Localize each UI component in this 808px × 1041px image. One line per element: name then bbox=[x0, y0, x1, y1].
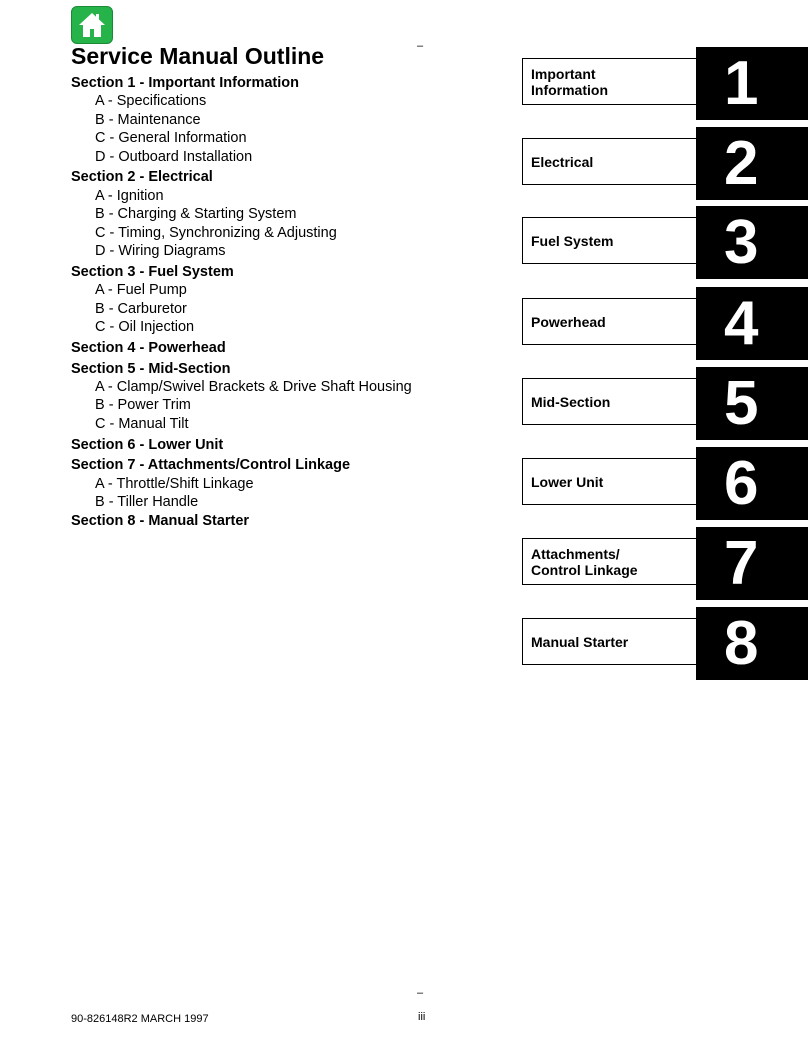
section-heading[interactable]: Section 7 - Attachments/Control Linkage bbox=[71, 457, 351, 474]
tab-label-box bbox=[522, 538, 696, 585]
tab-number: 8 bbox=[696, 607, 808, 680]
outline-section-2 bbox=[71, 168, 431, 260]
subsection-item[interactable]: A - Specifications bbox=[95, 93, 207, 110]
outline-section-7 bbox=[71, 456, 431, 511]
subsection-item[interactable]: B - Power Trim bbox=[95, 397, 191, 414]
section-heading[interactable]: Section 1 - Important Information bbox=[71, 75, 299, 91]
section-heading[interactable]: Section 4 - Powerhead bbox=[71, 339, 226, 356]
tab-number: 7 bbox=[696, 527, 808, 600]
section-heading[interactable]: Section 5 - Mid-Section bbox=[71, 360, 231, 377]
tab-label-box bbox=[522, 458, 696, 505]
tab-label-box bbox=[522, 618, 696, 665]
subsection-item[interactable]: D - Outboard Installation bbox=[95, 148, 253, 165]
footer-doc-number: 90-826148R2 MARCH 1997 bbox=[71, 1013, 209, 1025]
tab-label: Mid-Section bbox=[531, 393, 611, 410]
tab-attachments-control-linkage[interactable] bbox=[522, 527, 808, 600]
page-title: Service Manual Outline bbox=[71, 43, 325, 69]
subsection-item[interactable]: A - Ignition bbox=[95, 187, 164, 204]
tab-label-box bbox=[522, 298, 696, 345]
tab-powerhead[interactable] bbox=[522, 287, 808, 360]
section-heading[interactable]: Section 3 - Fuel System bbox=[71, 263, 234, 280]
section-heading[interactable]: Section 8 - Manual Starter bbox=[71, 512, 250, 529]
tab-number: 2 bbox=[696, 127, 808, 200]
tab-label: Manual Starter bbox=[531, 633, 629, 650]
tab-number: 6 bbox=[696, 447, 808, 520]
home-icon bbox=[77, 11, 107, 39]
tab-label-box bbox=[522, 58, 696, 105]
subsection-item[interactable]: D - Wiring Diagrams bbox=[95, 243, 226, 260]
outline-list bbox=[71, 74, 431, 532]
tab-number: 5 bbox=[696, 367, 808, 440]
tab-label: Important Information bbox=[531, 65, 608, 98]
tab-electrical[interactable] bbox=[522, 127, 808, 200]
tab-fuel-system[interactable] bbox=[522, 206, 808, 279]
outline-section-4 bbox=[71, 339, 431, 357]
tab-number: 3 bbox=[696, 206, 808, 279]
section-heading[interactable]: Section 2 - Electrical bbox=[71, 169, 213, 186]
tab-mid-section[interactable] bbox=[522, 367, 808, 440]
tab-important-information[interactable] bbox=[522, 47, 808, 120]
tab-manual-starter[interactable] bbox=[522, 607, 808, 680]
subsection-item[interactable]: B - Charging & Starting System bbox=[95, 206, 297, 223]
top-mark: – bbox=[417, 40, 424, 52]
home-button[interactable] bbox=[71, 6, 113, 44]
tab-label-box bbox=[522, 217, 696, 264]
tab-lower-unit[interactable] bbox=[522, 447, 808, 520]
subsection-item[interactable]: C - Manual Tilt bbox=[95, 415, 189, 432]
outline-section-6 bbox=[71, 436, 431, 454]
tab-label: Lower Unit bbox=[531, 473, 604, 490]
tab-label: Fuel System bbox=[531, 232, 614, 249]
tab-label: Attachments/ Control Linkage bbox=[531, 545, 638, 578]
tab-number: 4 bbox=[696, 287, 808, 360]
subsection-item[interactable]: B - Tiller Handle bbox=[95, 494, 199, 511]
outline-section-3 bbox=[71, 263, 431, 337]
tab-label: Powerhead bbox=[531, 313, 606, 330]
tab-number: 1 bbox=[696, 47, 808, 120]
tab-label-box bbox=[522, 138, 696, 185]
tab-label-box bbox=[522, 378, 696, 425]
outline-section-5 bbox=[71, 360, 431, 434]
subsection-item[interactable]: B - Carburetor bbox=[95, 300, 187, 317]
subsection-item[interactable]: A - Clamp/Swivel Brackets & Drive Shaft Housing bbox=[95, 379, 412, 396]
subsection-item[interactable]: A - Throttle/Shift Linkage bbox=[95, 475, 254, 492]
bottom-mark: – bbox=[417, 987, 424, 999]
page-number: iii bbox=[418, 1011, 426, 1023]
subsection-item[interactable]: C - Timing, Synchronizing & Adjusting bbox=[95, 224, 337, 241]
outline-section-8 bbox=[71, 512, 431, 530]
subsection-item[interactable]: A - Fuel Pump bbox=[95, 282, 187, 299]
subsection-item[interactable]: C - General Information bbox=[95, 130, 247, 147]
tab-label: Electrical bbox=[531, 153, 594, 170]
subsection-item[interactable]: C - Oil Injection bbox=[95, 319, 195, 336]
subsection-item[interactable]: B - Maintenance bbox=[95, 111, 201, 128]
section-heading[interactable]: Section 6 - Lower Unit bbox=[71, 436, 224, 453]
outline-section-1 bbox=[71, 74, 431, 166]
